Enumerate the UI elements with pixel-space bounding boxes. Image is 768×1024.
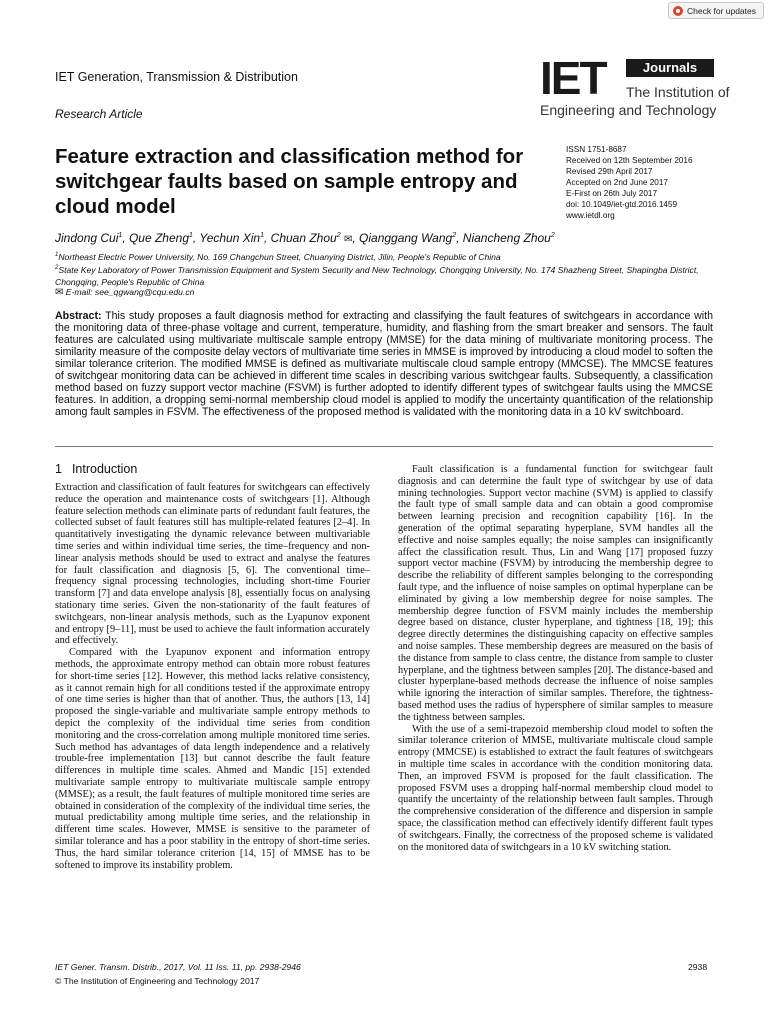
section-divider bbox=[55, 446, 713, 447]
affiliation-1 bbox=[55, 249, 715, 263]
accepted-date: Accepted on 2nd June 2017 bbox=[566, 178, 668, 187]
footer-citation bbox=[55, 962, 301, 972]
doi: doi: 10.1049/iet-gtd.2016.1459 bbox=[566, 200, 678, 209]
article-type: Research Article bbox=[55, 107, 143, 121]
check-for-updates-label: Check for updates bbox=[687, 5, 756, 16]
author-affiliation-mark: 2 bbox=[452, 232, 457, 239]
affiliation-2 bbox=[55, 262, 715, 288]
section-title: Introduction bbox=[71, 462, 138, 476]
author-affiliation-mark: 1 bbox=[260, 232, 264, 239]
affiliation-number: 2 bbox=[55, 265, 59, 271]
author-affiliation-mark: 1 bbox=[189, 232, 193, 239]
section-heading-introduction bbox=[55, 462, 137, 476]
author-affiliation-mark: 2 bbox=[336, 232, 341, 239]
body-column-left bbox=[55, 482, 370, 871]
author-affiliation-mark: 2 bbox=[550, 232, 555, 239]
author-name[interactable]: Qianggang Wang bbox=[359, 231, 453, 245]
abstract-text: This study proposes a fault diagnosis method for extracting and classifying the fault features of switchgears in accordance with the monitoring data of three-phase voltage and current, temperature, humidity, and flashing from the smart breaker and sensors. The fault features are calculated using multivariate multiscale sample entropy (MMSE) for the data mining of multivariate monitoring process. The similarity measure of the composite delay vectors of multivariate time series in MMSE is improved by introducing a cloud model to soften the similar tolerance criterion. The modified MMSE is defined as multivariate multiscale cloud sample entropy (MMCSE). The MMCSE features of switchgear monitoring data can be achieved in different time scales in describing various switchgear faults. Subsequently, a classification method based on fuzzy support vector machine (FSVM) is further adopted to identify different types of switchgear faults using the MMCSE features. In addition, a dropping semi-normal membership cloud model is applied to modify the uncertainty quantification of the relationship among fault samples in FSVM. The effectiveness of the proposed method is validated with the monitoring data in a 10 kV switchboard. bbox=[55, 310, 713, 418]
affiliation-number: 1 bbox=[55, 252, 59, 258]
author-name[interactable]: Que Zheng bbox=[128, 231, 189, 245]
author-name[interactable]: Jindong Cui bbox=[55, 231, 119, 245]
iet-journals-logo bbox=[540, 52, 730, 124]
affiliation-text: Northeast Electric Power University, No. 169 Changchun Street, Chuanying District, Jilin, People's Republic of China bbox=[58, 251, 501, 262]
author-affiliation-mark: 1 bbox=[118, 232, 123, 239]
author-list: Jindong Cui$^1$, Que Zheng$^1$, Yechun Xin$^1$, Chuan Zhou$^2$ ✉, Qianggang Wang$^2$, Niancheng Zhou$^2$ bbox=[55, 231, 555, 245]
envelope-icon: ✉ bbox=[343, 234, 353, 245]
footer-copyright: © The Institution of Engineering and Technology 2017 bbox=[55, 976, 260, 986]
citation-text: IET Gener. Transm. Distrib., 2017, Vol. 11 Iss. 11, pp. 2938-2946 bbox=[55, 962, 301, 972]
abstract bbox=[55, 310, 713, 418]
revised-date: Revised 29th April 2017 bbox=[566, 167, 653, 176]
body-paragraph: Compared with the Lyapunov exponent and information entropy methods, the approximate entropy method can obtain more robust features for short-time series [12]. However, this method lacks relative consistency, as it cannot remain high for all conditions tested if the approximate entropy of one time series is higher than that of another. Thus, the authors [13, 14] proposed the single-variable and multivariate sample entropy methods to depict the complexity of the individual time series from condition monitoring and the cross-correlation among multiple monitored time series. Such method has advantages of data length independence and a relatively trouble-free implementation [13] but cannot describe the fault feature differences in multiple time scales. Ahmed and Mandic [15] extended multivariate sample entropy to multivariate multiscale sample entropy (MMSE); as a result, the fault features of multiple monitored time series are obtained in consideration of the complexity of the individual time series, the mutual predictability among multiple time series, and the relationship in different time scales. However, MMSE is sensitive to the parameter of similar tolerance and has a poor stability in the entropy of short-time series. Thus, the hard similar tolerance criterion [14, 15] of MMSE has to be softened to improve its instability problem. bbox=[55, 647, 370, 871]
body-paragraph: With the use of a semi-trapezoid membership cloud model to soften the similar tolerance criterion of MMSE, multivariate multiscale cloud sample entropy (MMCSE) is established to extract the fault features of switchgears in multiple time scales in accordance with the condition monitoring data. Then, an improved FSVM is proposed for the fault classification. The proposed FSVM uses a dropping half-normal membership cloud model to quantify the uncertainty of the relationship between fault samples. Through the comprehensive consideration of the difference and dispersion in sample space, the classification method can effectively identify different fault types of switchgears. Finally, the correctness of the proposed scheme is validated on the monitored data of switchgears in a 10 kV switching station. bbox=[398, 723, 713, 853]
author-name[interactable]: Yechun Xin bbox=[199, 231, 261, 245]
logo-institution-line1: The Institution of bbox=[626, 84, 730, 100]
author-name[interactable]: Chuan Zhou bbox=[270, 231, 337, 245]
abstract-label: Abstract: bbox=[55, 310, 102, 322]
issn: ISSN 1751-8687 bbox=[566, 145, 627, 154]
check-for-updates-button[interactable] bbox=[668, 2, 764, 19]
author-name[interactable]: Niancheng Zhou bbox=[462, 231, 551, 245]
logo-letters: IET bbox=[540, 52, 606, 104]
page-number: 2938 bbox=[688, 962, 708, 972]
crossmark-icon bbox=[673, 6, 683, 16]
logo-institution-line2: Engineering and Technology bbox=[540, 102, 717, 118]
corresponding-email bbox=[55, 287, 194, 298]
received-date: Received on 12th September 2016 bbox=[566, 156, 693, 165]
journal-name: IET Generation, Transmission & Distribution bbox=[55, 70, 298, 84]
email-text[interactable]: E-mail: see_qgwang@cqu.edu.cn bbox=[65, 287, 195, 297]
affiliation-text: State Key Laboratory of Power Transmission Equipment and System Security and New Technology, Chongqing University, No. 174 Shazheng Street, Shapingba District, Chongqing, People's Republic of China bbox=[55, 264, 699, 287]
logo-journals-badge: Journals bbox=[626, 59, 714, 77]
body-paragraph: Fault classification is a fundamental function for switchgear fault diagnosis and can determine the fault type of switchgear by use of data mining technologies. Support vector machine (SVM) is applied to classify the fault type of small sample data and can obtain a good compromise between learning precision and recognition capability [16]. In the generation of the optimal separating hyperplane, SVM handles all the effective and noise samples equally; the noise samples can insignificantly affect the classification result. Thus, Lin and Wang [17] proposed fuzzy support vector machine (FSVM) by introducing the membership degree to describe the reliability of different samples belonging to the corresponding fault type, and the influence of noise samples on optimal hyperplane can be eliminated by giving a low membership degree for noise samples. The membership degree function of FSVM mainly includes the membership degree based on distance, cluster hyperplane, and tightness [18, 19]; this degree directly determines the distinguishing capacity on effective samples and noise samples. These membership degrees are measured on the basis of the distance from sample to class centre, the distance from sample to cluster hyperplane, and the tightness between samples [20]. The distance-based and cluster hyperplane-based methods decrease the influence of noise samples while ignoring the interaction of similar samples. Therefore, the tightness-based method uses the radius of hypersphere of similar samples to measure the tightness between samples. bbox=[398, 464, 713, 723]
site-link[interactable]: www.ietdl.org bbox=[566, 211, 615, 220]
section-number: 1 bbox=[55, 462, 62, 476]
article-metadata bbox=[566, 144, 693, 221]
body-column-right bbox=[398, 464, 713, 853]
envelope-icon: ✉ bbox=[55, 287, 64, 298]
efirst-date: E-First on 26th July 2017 bbox=[566, 189, 658, 198]
article-title: Feature extraction and classification method for switchgear faults based on sample entropy and cloud model bbox=[55, 145, 524, 218]
body-paragraph: Extraction and classification of fault features for switchgears can effectively reduce the operation and maintenance costs of switchgears [1]. Although feature selection methods can eliminate parts of redundant fault features, the collected subset of fault features still has multiple-related features [2–4]. In quantitatively investigating the dynamic relevance between multivariable time series and within individual time series, the time–frequency and non-linear analysis methods should be used to extract and analyse the features for fault classification and diagnosis [5, 6]. The conventional time–frequency signal processing technologies, including short-time Fourier transform [7] and data envelope analysis [8], essentially focus on analysing stationary time series. Given the non-stationarity of the fault features of switchgears, non-linear analysis methods, such as the Lyapunov exponent and entropy [9–11], must be used to achieve the fault information accurately and effectively. bbox=[55, 482, 370, 647]
